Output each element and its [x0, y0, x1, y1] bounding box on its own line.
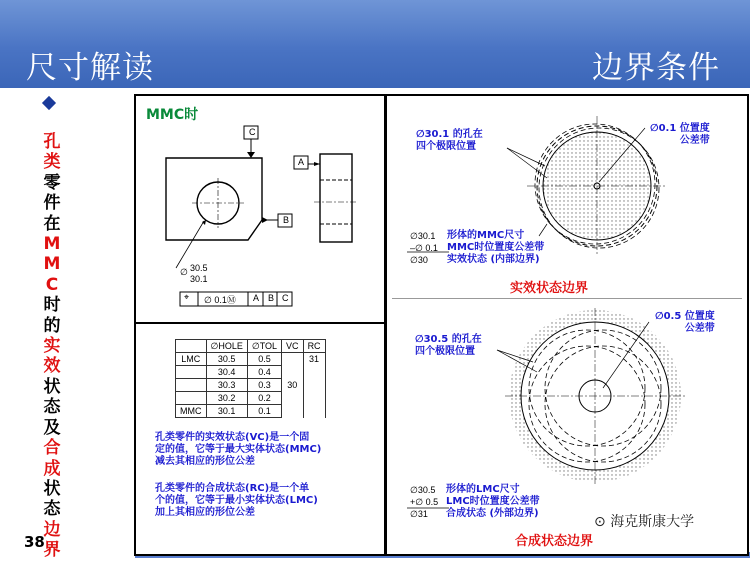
table-cell: 30.3: [206, 379, 247, 392]
rc-calc-line: +∅ 0.5: [410, 497, 439, 507]
vc-desc-line: MMC时位置度公差带: [447, 242, 545, 253]
table-cell: LMC: [176, 353, 207, 366]
vc-calc-line: –∅ 0.1: [410, 243, 438, 253]
table-cell: [176, 392, 207, 405]
side-title-char: 态: [43, 499, 61, 520]
vc-caption: 实效状态边界: [510, 281, 589, 296]
watermark: [594, 511, 694, 531]
table-cell: [282, 392, 304, 405]
section-title: 尺寸解读: [26, 50, 154, 86]
side-title-char: 时: [43, 295, 61, 316]
table-header-cell: [176, 340, 207, 353]
part-drawing: [136, 96, 382, 322]
side-title-char: 态: [43, 397, 61, 418]
diameter-symbol: ∅: [180, 267, 188, 277]
table-row: [176, 405, 326, 418]
watermark-text: 海克斯康大学: [610, 514, 695, 530]
rc-calc: [410, 484, 438, 520]
side-title-char: 的: [43, 315, 61, 336]
side-title-char: 类: [43, 152, 61, 173]
side-title-char: 状: [43, 376, 61, 397]
rc-desc-line: 合成状态 (外部边界): [446, 508, 539, 519]
table-cell: [282, 353, 304, 366]
vc-hole-label: [416, 129, 483, 153]
side-title-char: 零: [43, 172, 61, 193]
side-title-char: 在: [43, 213, 61, 234]
side-title-char: M: [43, 234, 61, 255]
table-cell: [282, 366, 304, 379]
rc-note: [155, 483, 318, 519]
rc-hole-label-line: 四个极限位置: [415, 346, 475, 357]
side-title-char: 及: [43, 417, 61, 438]
header-bar: [0, 0, 750, 88]
page-number: 38: [24, 533, 45, 551]
table-cell: [303, 379, 325, 392]
vc-desc: [447, 230, 544, 266]
datum-b-label: B: [283, 215, 290, 225]
table-row: [176, 392, 326, 405]
rc-desc-line: LMC时位置度公差带: [446, 496, 540, 507]
table-cell: 0.1: [247, 405, 281, 418]
rc-hole-label: [415, 334, 482, 358]
table-cell: [176, 366, 207, 379]
side-title-char: 件: [43, 193, 61, 214]
vc-tol-zone-line: ∅0.1 位置度: [650, 123, 710, 134]
table-cell: 0.5: [247, 353, 281, 366]
table-cell: 0.3: [247, 379, 281, 392]
table-cell: MMC: [176, 405, 207, 418]
side-title-char: 效: [43, 356, 61, 377]
side-title-char: 边: [43, 519, 61, 540]
table-cell: 30.4: [206, 366, 247, 379]
tolerance-table: [175, 339, 326, 418]
side-title-char: 实: [43, 336, 61, 357]
vc-note-line: 减去其相应的形位公差: [155, 456, 255, 467]
part-outline: [166, 158, 262, 240]
vc-desc-line: 实效状态 (内部边界): [447, 254, 540, 265]
bullet-diamond-icon: [42, 96, 56, 110]
vc-note: [155, 432, 321, 468]
table-header-cell: ∅HOLE: [206, 340, 247, 353]
fcf-datum-3: C: [282, 293, 289, 303]
rc-note-line: 孔类零件的合成状态(RC)是一个单: [155, 483, 310, 494]
side-title-char: 合: [43, 438, 61, 459]
fcf-position-icon: ⌖: [184, 292, 190, 302]
mmc-label: MMC时: [146, 107, 199, 123]
table-cell: [282, 405, 304, 418]
table-row: [176, 353, 326, 366]
vc-calc: [410, 230, 438, 266]
table-header-row: [176, 340, 326, 353]
table-header-cell: RC: [303, 340, 325, 353]
vc-hole-label-line: ∅30.1 的孔在: [416, 129, 483, 140]
rc-caption: 合成状态边界: [515, 534, 594, 549]
feature-control-frame: [180, 292, 292, 306]
vc-hole-label-line: 四个极限位置: [416, 141, 476, 152]
table-cell: 30.5: [206, 353, 247, 366]
side-title-char: 状: [43, 478, 61, 499]
vc-tol-zone-line: 公差带: [679, 135, 710, 146]
rc-tol-zone-label: [655, 311, 715, 335]
size-lower: 30.1: [190, 274, 208, 284]
table-cell: [176, 379, 207, 392]
rc-calc-line: ∅31: [410, 509, 428, 519]
side-title-char: 成: [43, 458, 61, 479]
table-cell: 0.2: [247, 392, 281, 405]
vc-tol-zone-label: [650, 123, 710, 147]
rc-note-line: 个的值，它等于最小实体状态(LMC): [155, 495, 318, 506]
fcf-tolerance: ∅ 0.1Ⓜ: [204, 295, 236, 305]
datum-c-label: C: [249, 127, 256, 137]
table-cell: [303, 366, 325, 379]
side-view: [320, 154, 352, 242]
side-title-char: 孔: [43, 132, 61, 152]
table-row: [176, 379, 326, 392]
fcf-datum-2: B: [268, 293, 275, 303]
table-cell: [303, 392, 325, 405]
side-title-char: C: [45, 274, 59, 295]
rc-calc-line: ∅30.5: [410, 485, 436, 495]
table-cell: 30.1: [206, 405, 247, 418]
table-row: [176, 366, 326, 379]
wechat-icon: ⊙: [594, 514, 606, 530]
table-header-cell: VC: [282, 340, 304, 353]
side-vertical-title: [40, 132, 64, 561]
rc-desc-line: 形体的LMC尺寸: [446, 484, 520, 495]
table-cell: 30: [282, 379, 304, 392]
datum-a-label: A: [298, 157, 305, 167]
rc-hole-label-line: ∅30.5 的孔在: [415, 334, 482, 345]
rc-note-line: 加上其相应的形位公差: [155, 507, 255, 518]
diagram-divider: [392, 298, 742, 299]
vc-calc-line: ∅30.1: [410, 231, 436, 241]
side-title-char: M: [43, 254, 61, 275]
fcf-datum-1: A: [253, 293, 260, 303]
rc-desc: [446, 484, 540, 520]
vc-note-line: 孔类零件的实效状态(VC)是一个固: [155, 432, 310, 443]
table-cell: 0.4: [247, 366, 281, 379]
vc-desc-line: 形体的MMC尺寸: [447, 230, 525, 241]
table-cell: [303, 405, 325, 418]
slide-title: 边界条件: [592, 50, 720, 86]
vc-calc-line: ∅30: [410, 255, 428, 265]
table-header-cell: ∅TOL: [247, 340, 281, 353]
table-cell: 31: [303, 353, 325, 366]
vc-note-line: 定的值，它等于最大实体状态(MMC): [155, 444, 322, 455]
rc-tol-zone-line: 公差带: [684, 323, 715, 334]
side-title-char: 界: [43, 540, 61, 561]
rc-tol-zone-line: ∅0.5 位置度: [655, 311, 715, 322]
table-cell: 30.2: [206, 392, 247, 405]
size-upper: 30.5: [190, 263, 208, 273]
